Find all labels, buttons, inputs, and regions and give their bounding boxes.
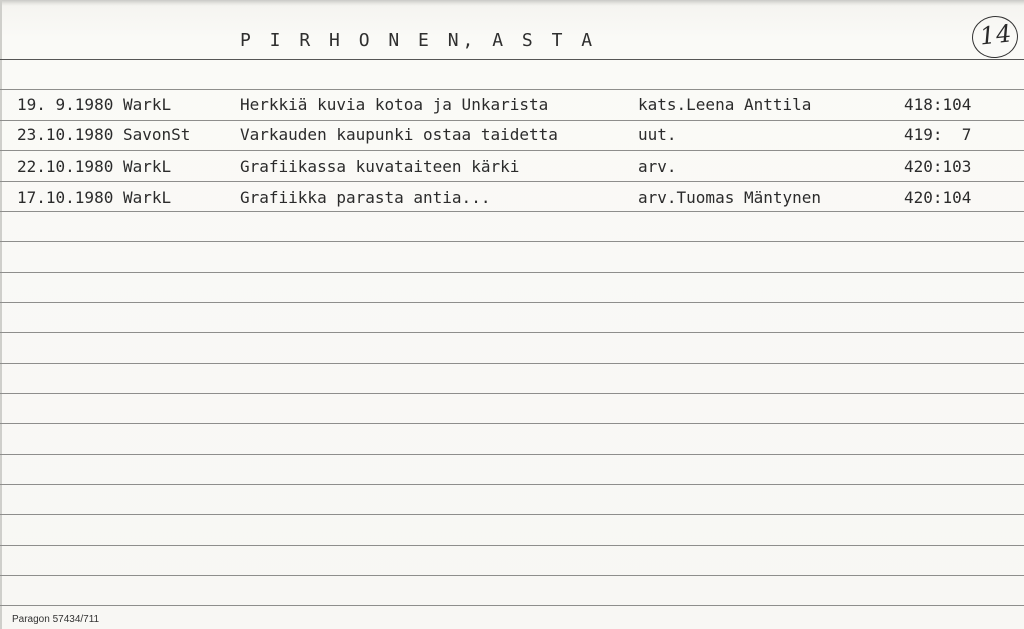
entry-reference: 419: 7 xyxy=(904,125,972,144)
ruled-line xyxy=(0,272,1024,273)
ruled-line xyxy=(0,89,1024,90)
ruled-line xyxy=(0,241,1024,242)
card-heading: P I R H O N E N, A S T A xyxy=(240,30,597,51)
entry-title: Varkauden kaupunki ostaa taidetta xyxy=(240,125,558,144)
entry-note: uut. xyxy=(638,125,677,144)
entry-note: arv.Tuomas Mäntynen xyxy=(638,188,822,207)
ruled-line xyxy=(0,423,1024,424)
entry-reference: 418:104 xyxy=(904,95,972,114)
entry-date-source: 23.10.1980 SavonSt xyxy=(17,125,191,144)
ruled-line xyxy=(0,545,1024,546)
entry-date-source: 19. 9.1980 WarkL xyxy=(17,95,172,114)
card-footer-imprint: Paragon 57434/711 xyxy=(12,614,100,625)
entry-title: Herkkiä kuvia kotoa ja Unkarista xyxy=(240,95,549,114)
ruled-line xyxy=(0,393,1024,394)
ruled-line xyxy=(0,484,1024,485)
entry-row xyxy=(0,188,1024,218)
entry-row xyxy=(0,157,1024,187)
entry-reference: 420:104 xyxy=(904,188,972,207)
entry-date-source: 22.10.1980 WarkL xyxy=(17,157,172,176)
ruled-line xyxy=(0,575,1024,576)
entry-row xyxy=(0,95,1024,125)
entry-title: Grafiikassa kuvataiteen kärki xyxy=(240,157,520,176)
card-top-edge xyxy=(0,0,1024,6)
ruled-line xyxy=(0,514,1024,515)
ruled-line xyxy=(0,363,1024,364)
entry-note: kats.Leena Anttila xyxy=(638,95,812,114)
ruled-line xyxy=(0,605,1024,606)
card-number: 14 xyxy=(978,19,1014,51)
entry-date-source: 17.10.1980 WarkL xyxy=(17,188,172,207)
entry-title: Grafiikka parasta antia... xyxy=(240,188,491,207)
ruled-line xyxy=(0,302,1024,303)
card-number-circle xyxy=(970,14,1020,61)
entry-row xyxy=(0,125,1024,155)
entry-reference: 420:103 xyxy=(904,157,972,176)
ruled-line xyxy=(0,59,1024,60)
ruled-line xyxy=(0,454,1024,455)
ruled-line xyxy=(0,332,1024,333)
entry-note: arv. xyxy=(638,157,677,176)
